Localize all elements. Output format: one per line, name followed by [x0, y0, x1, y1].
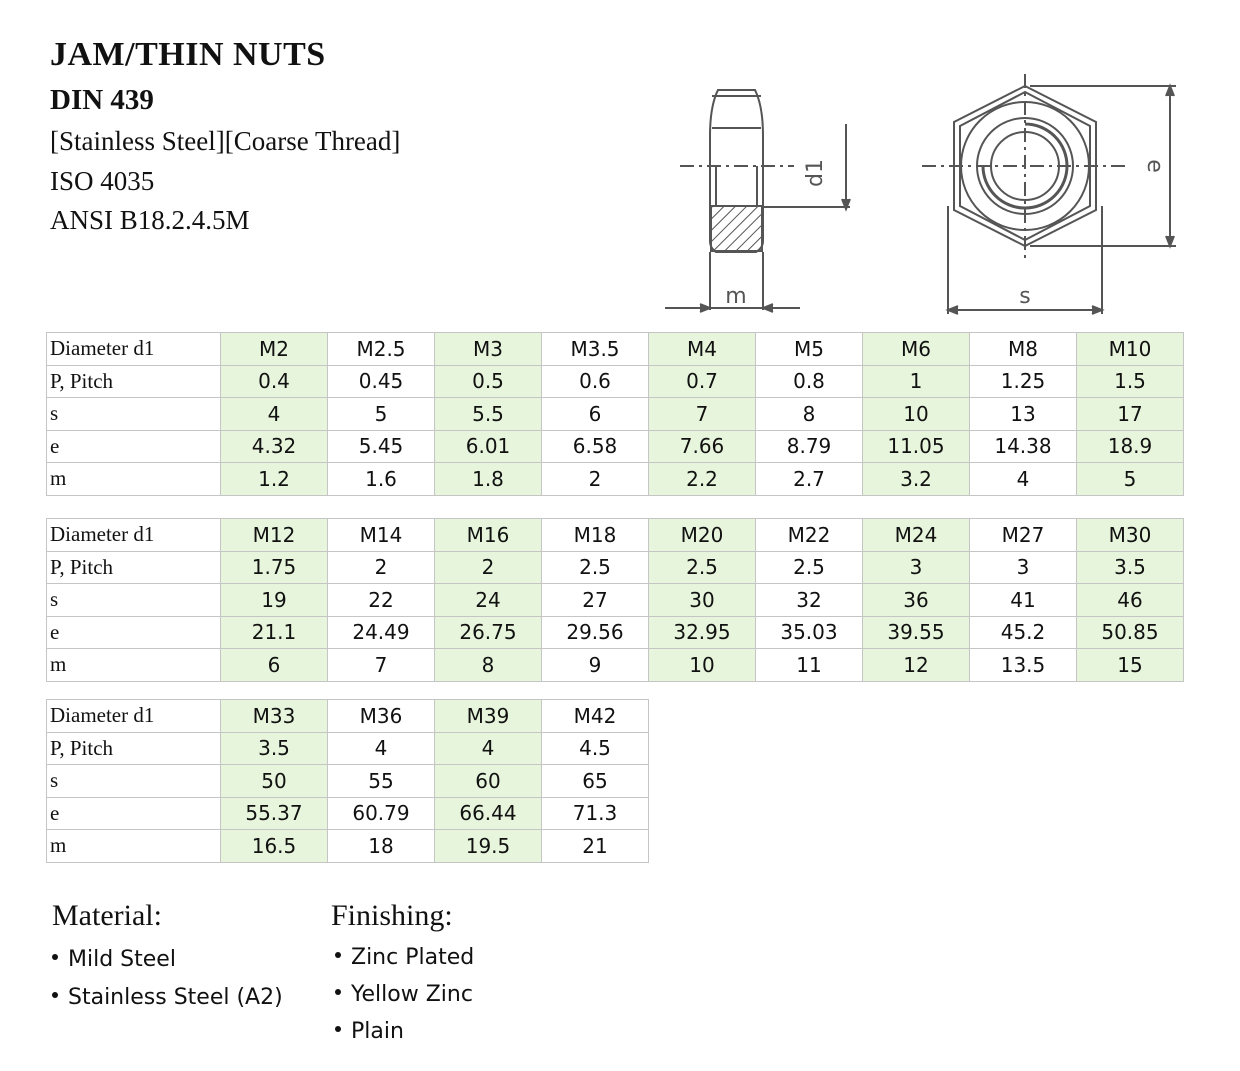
list-item: [52, 947, 176, 972]
value-cell: 5.45: [328, 430, 435, 463]
value-cell: 32.95: [649, 616, 756, 649]
value-cell: 4.5: [542, 732, 649, 765]
material-heading: Material:: [52, 899, 162, 932]
value-cell: 0.8: [756, 365, 863, 398]
spec-line: [Stainless Steel][Coarse Thread]: [50, 126, 401, 156]
row-label: P, Pitch: [47, 551, 221, 584]
size-cell: M14: [328, 519, 435, 552]
front-view-drawing: [922, 74, 1176, 314]
size-cell: M5: [756, 333, 863, 366]
table-row: [47, 519, 1184, 552]
table-row: [47, 797, 649, 830]
row-label: e: [47, 616, 221, 649]
value-cell: 11: [756, 649, 863, 682]
size-cell: M30: [1077, 519, 1184, 552]
value-cell: 26.75: [435, 616, 542, 649]
value-cell: 0.6: [542, 365, 649, 398]
value-cell: 7: [649, 398, 756, 431]
value-cell: 5: [1077, 463, 1184, 496]
spec-table-1: [46, 332, 1184, 496]
size-cell: M33: [221, 700, 328, 733]
value-cell: 6.01: [435, 430, 542, 463]
value-cell: 10: [863, 398, 970, 431]
label-e: e: [1142, 159, 1167, 173]
value-cell: 7: [328, 649, 435, 682]
value-cell: 35.03: [756, 616, 863, 649]
value-cell: 2.5: [756, 551, 863, 584]
value-cell: 60.79: [328, 797, 435, 830]
table-row: [47, 463, 1184, 496]
value-cell: 50: [221, 765, 328, 798]
value-cell: 1.75: [221, 551, 328, 584]
bullet-icon: [52, 992, 58, 998]
size-cell: M8: [970, 333, 1077, 366]
value-cell: 50.85: [1077, 616, 1184, 649]
value-cell: 8: [756, 398, 863, 431]
value-cell: 7.66: [649, 430, 756, 463]
value-cell: 24.49: [328, 616, 435, 649]
row-label: P, Pitch: [47, 732, 221, 765]
value-cell: 55: [328, 765, 435, 798]
value-cell: 12: [863, 649, 970, 682]
table-row: [47, 430, 1184, 463]
list-item: [335, 1019, 404, 1044]
value-cell: 9: [542, 649, 649, 682]
value-cell: 3.5: [221, 732, 328, 765]
value-cell: 0.7: [649, 365, 756, 398]
row-label: e: [47, 430, 221, 463]
table-row: [47, 649, 1184, 682]
side-view-drawing: [665, 90, 850, 312]
size-cell: M18: [542, 519, 649, 552]
value-cell: 3.5: [1077, 551, 1184, 584]
value-cell: 13.5: [970, 649, 1077, 682]
value-cell: 27: [542, 584, 649, 617]
value-cell: 0.4: [221, 365, 328, 398]
size-cell: M27: [970, 519, 1077, 552]
finishing-item: Plain: [351, 1019, 404, 1044]
size-cell: M22: [756, 519, 863, 552]
row-label: s: [47, 765, 221, 798]
value-cell: 22: [328, 584, 435, 617]
size-cell: M42: [542, 700, 649, 733]
value-cell: 65: [542, 765, 649, 798]
list-item: [52, 985, 283, 1010]
row-label: m: [47, 463, 221, 496]
value-cell: 21: [542, 830, 649, 863]
iso-line: ISO 4035: [50, 166, 155, 196]
value-cell: 8: [435, 649, 542, 682]
row-label: s: [47, 584, 221, 617]
row-label: Diameter d1: [47, 700, 221, 733]
row-label: P, Pitch: [47, 365, 221, 398]
size-cell: M20: [649, 519, 756, 552]
table-row: [47, 398, 1184, 431]
bullet-icon: [335, 1026, 341, 1032]
nut-drawing: [660, 66, 1200, 322]
value-cell: 24: [435, 584, 542, 617]
value-cell: 1.25: [970, 365, 1077, 398]
label-m: m: [725, 284, 747, 309]
row-label: m: [47, 649, 221, 682]
value-cell: 17: [1077, 398, 1184, 431]
value-cell: 21.1: [221, 616, 328, 649]
value-cell: 71.3: [542, 797, 649, 830]
size-cell: M16: [435, 519, 542, 552]
value-cell: 6.58: [542, 430, 649, 463]
value-cell: 4: [970, 463, 1077, 496]
material-item: Mild Steel: [68, 947, 176, 972]
bullet-icon: [335, 952, 341, 958]
spec-table-3: [46, 699, 649, 863]
table-row: [47, 732, 649, 765]
value-cell: 19.5: [435, 830, 542, 863]
list-item: [335, 945, 474, 970]
value-cell: 2.5: [542, 551, 649, 584]
label-s: s: [1019, 284, 1031, 309]
value-cell: 2.5: [649, 551, 756, 584]
table-row: [47, 551, 1184, 584]
table-row: [47, 830, 649, 863]
bullet-icon: [335, 989, 341, 995]
row-label: s: [47, 398, 221, 431]
value-cell: 39.55: [863, 616, 970, 649]
value-cell: 30: [649, 584, 756, 617]
row-label: Diameter d1: [47, 519, 221, 552]
value-cell: 8.79: [756, 430, 863, 463]
value-cell: 66.44: [435, 797, 542, 830]
bullet-icon: [52, 954, 58, 960]
material-item: Stainless Steel (A2): [68, 985, 283, 1010]
table-row: [47, 584, 1184, 617]
finishing-heading: Finishing:: [331, 899, 453, 932]
size-cell: M3.5: [542, 333, 649, 366]
table-row: [47, 616, 1184, 649]
value-cell: 29.56: [542, 616, 649, 649]
value-cell: 10: [649, 649, 756, 682]
value-cell: 41: [970, 584, 1077, 617]
value-cell: 2: [435, 551, 542, 584]
row-label: e: [47, 797, 221, 830]
value-cell: 13: [970, 398, 1077, 431]
value-cell: 1.5: [1077, 365, 1184, 398]
size-cell: M36: [328, 700, 435, 733]
list-item: [335, 982, 473, 1007]
value-cell: 60: [435, 765, 542, 798]
value-cell: 18.9: [1077, 430, 1184, 463]
value-cell: 11.05: [863, 430, 970, 463]
value-cell: 15: [1077, 649, 1184, 682]
value-cell: 5.5: [435, 398, 542, 431]
value-cell: 5: [328, 398, 435, 431]
table-row: [47, 700, 649, 733]
size-cell: M4: [649, 333, 756, 366]
value-cell: 2.2: [649, 463, 756, 496]
value-cell: 1.6: [328, 463, 435, 496]
size-cell: M39: [435, 700, 542, 733]
value-cell: 6: [542, 398, 649, 431]
value-cell: 4.32: [221, 430, 328, 463]
spec-table-2: [46, 518, 1184, 682]
size-cell: M12: [221, 519, 328, 552]
value-cell: 3: [863, 551, 970, 584]
value-cell: 2: [328, 551, 435, 584]
value-cell: 0.5: [435, 365, 542, 398]
table-row: [47, 365, 1184, 398]
size-cell: M3: [435, 333, 542, 366]
row-label: m: [47, 830, 221, 863]
label-d1: d1: [803, 159, 828, 187]
value-cell: 19: [221, 584, 328, 617]
value-cell: 4: [221, 398, 328, 431]
value-cell: 1.8: [435, 463, 542, 496]
value-cell: 3.2: [863, 463, 970, 496]
value-cell: 6: [221, 649, 328, 682]
value-cell: 14.38: [970, 430, 1077, 463]
finishing-item: Yellow Zinc: [351, 982, 473, 1007]
finishing-item: Zinc Plated: [351, 945, 475, 970]
value-cell: 4: [435, 732, 542, 765]
value-cell: 32: [756, 584, 863, 617]
table-row: [47, 765, 649, 798]
value-cell: 46: [1077, 584, 1184, 617]
standard-number: DIN 439: [50, 84, 154, 116]
value-cell: 2: [542, 463, 649, 496]
value-cell: 45.2: [970, 616, 1077, 649]
value-cell: 4: [328, 732, 435, 765]
size-cell: M2.5: [328, 333, 435, 366]
size-cell: M10: [1077, 333, 1184, 366]
table-row: [47, 333, 1184, 366]
size-cell: M2: [221, 333, 328, 366]
value-cell: 36: [863, 584, 970, 617]
value-cell: 18: [328, 830, 435, 863]
value-cell: 1: [863, 365, 970, 398]
size-cell: M24: [863, 519, 970, 552]
value-cell: 1.2: [221, 463, 328, 496]
value-cell: 55.37: [221, 797, 328, 830]
value-cell: 0.45: [328, 365, 435, 398]
value-cell: 2.7: [756, 463, 863, 496]
page-title: JAM/THIN NUTS: [50, 36, 326, 73]
value-cell: 3: [970, 551, 1077, 584]
size-cell: M6: [863, 333, 970, 366]
ansi-line: ANSI B18.2.4.5M: [50, 205, 250, 235]
value-cell: 16.5: [221, 830, 328, 863]
row-label: Diameter d1: [47, 333, 221, 366]
